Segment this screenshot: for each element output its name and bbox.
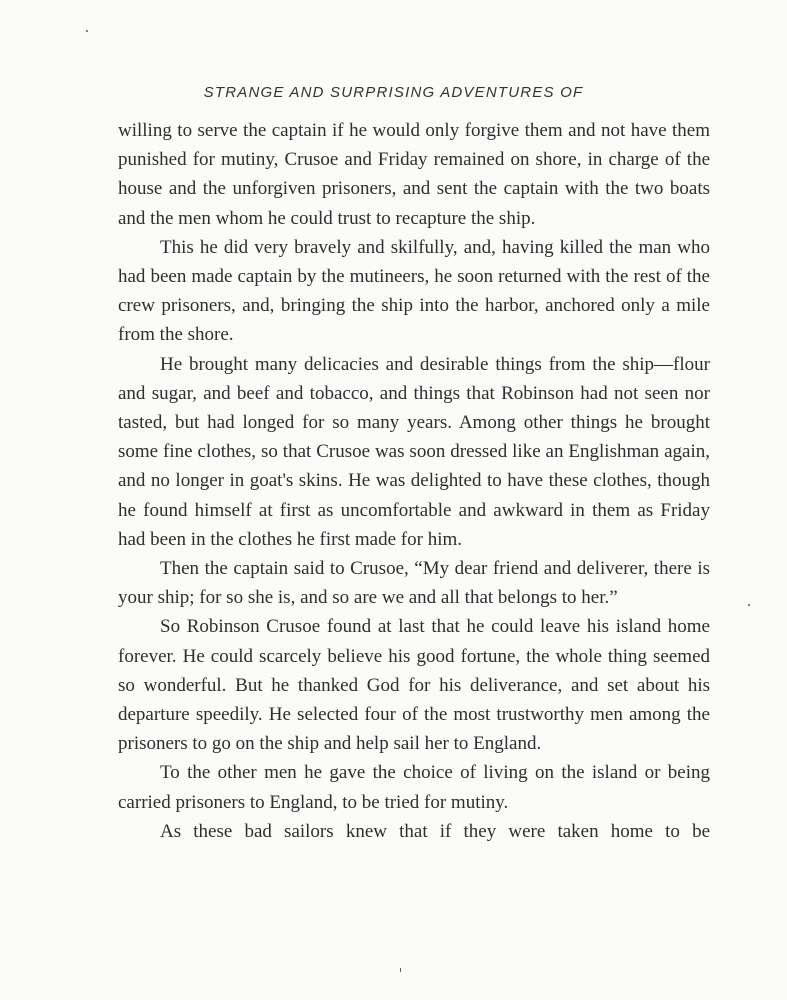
running-header: STRANGE AND SURPRISING ADVENTURES OF — [203, 84, 584, 101]
paragraph-4: Then the captain said to Crusoe, “My dear friend and deliverer, there is your ship; for so she is, and so are we and all that belongs to her.” — [118, 558, 710, 609]
paragraph-7: As these bad sailors knew that if they were taken home to be — [160, 820, 710, 842]
paragraph-5: So Robinson Crusoe found at last that he could leave his island home forever. He could scarcely believe his good fortune, the whole thing seemed so wonderful. But he thanked God for his deliverance, and set about his departure speedily. He selected four of the most trustworthy men among the prisoners to go on the ship and help sail her to England. — [118, 616, 710, 755]
print-speck — [400, 968, 401, 972]
paragraph-6: To the other men he gave the choice of living on the island or being carried prisoners to England, to be tried for mutiny. — [118, 762, 710, 813]
paragraph-1: willing to serve the captain if he would only forgive them and not have them punished for mutiny, Crusoe and Friday remained on shore, in charge of the house and the unforgiven prisoners, and sent the captain with the two boats and the men whom he could trust to recapture the ship. — [118, 120, 710, 229]
paragraph-2: This he did very bravely and skilfully, and, having killed the man who had been made captain by the mutineers, he soon returned with the rest of the crew prisoners, and, bringing the ship into the harbor, anchored only a mile from the shore. — [118, 236, 710, 346]
print-speck — [86, 30, 88, 32]
body-text — [118, 116, 710, 846]
print-speck — [748, 604, 750, 606]
paragraph-3: He brought many delicacies and desirable things from the ship—flour and sugar, and beef and tobacco, and things that Robinson had not seen nor tasted, but had longed for so many years. Among other things he brought some fine clothes, so that Crusoe was soon dressed like an Englishman again, and no longer in goat's skins. He was delighted to have these clothes, though he found himself at first as uncomfortable and awkward in them as Friday had been in the clothes he first made for him. — [118, 353, 710, 550]
